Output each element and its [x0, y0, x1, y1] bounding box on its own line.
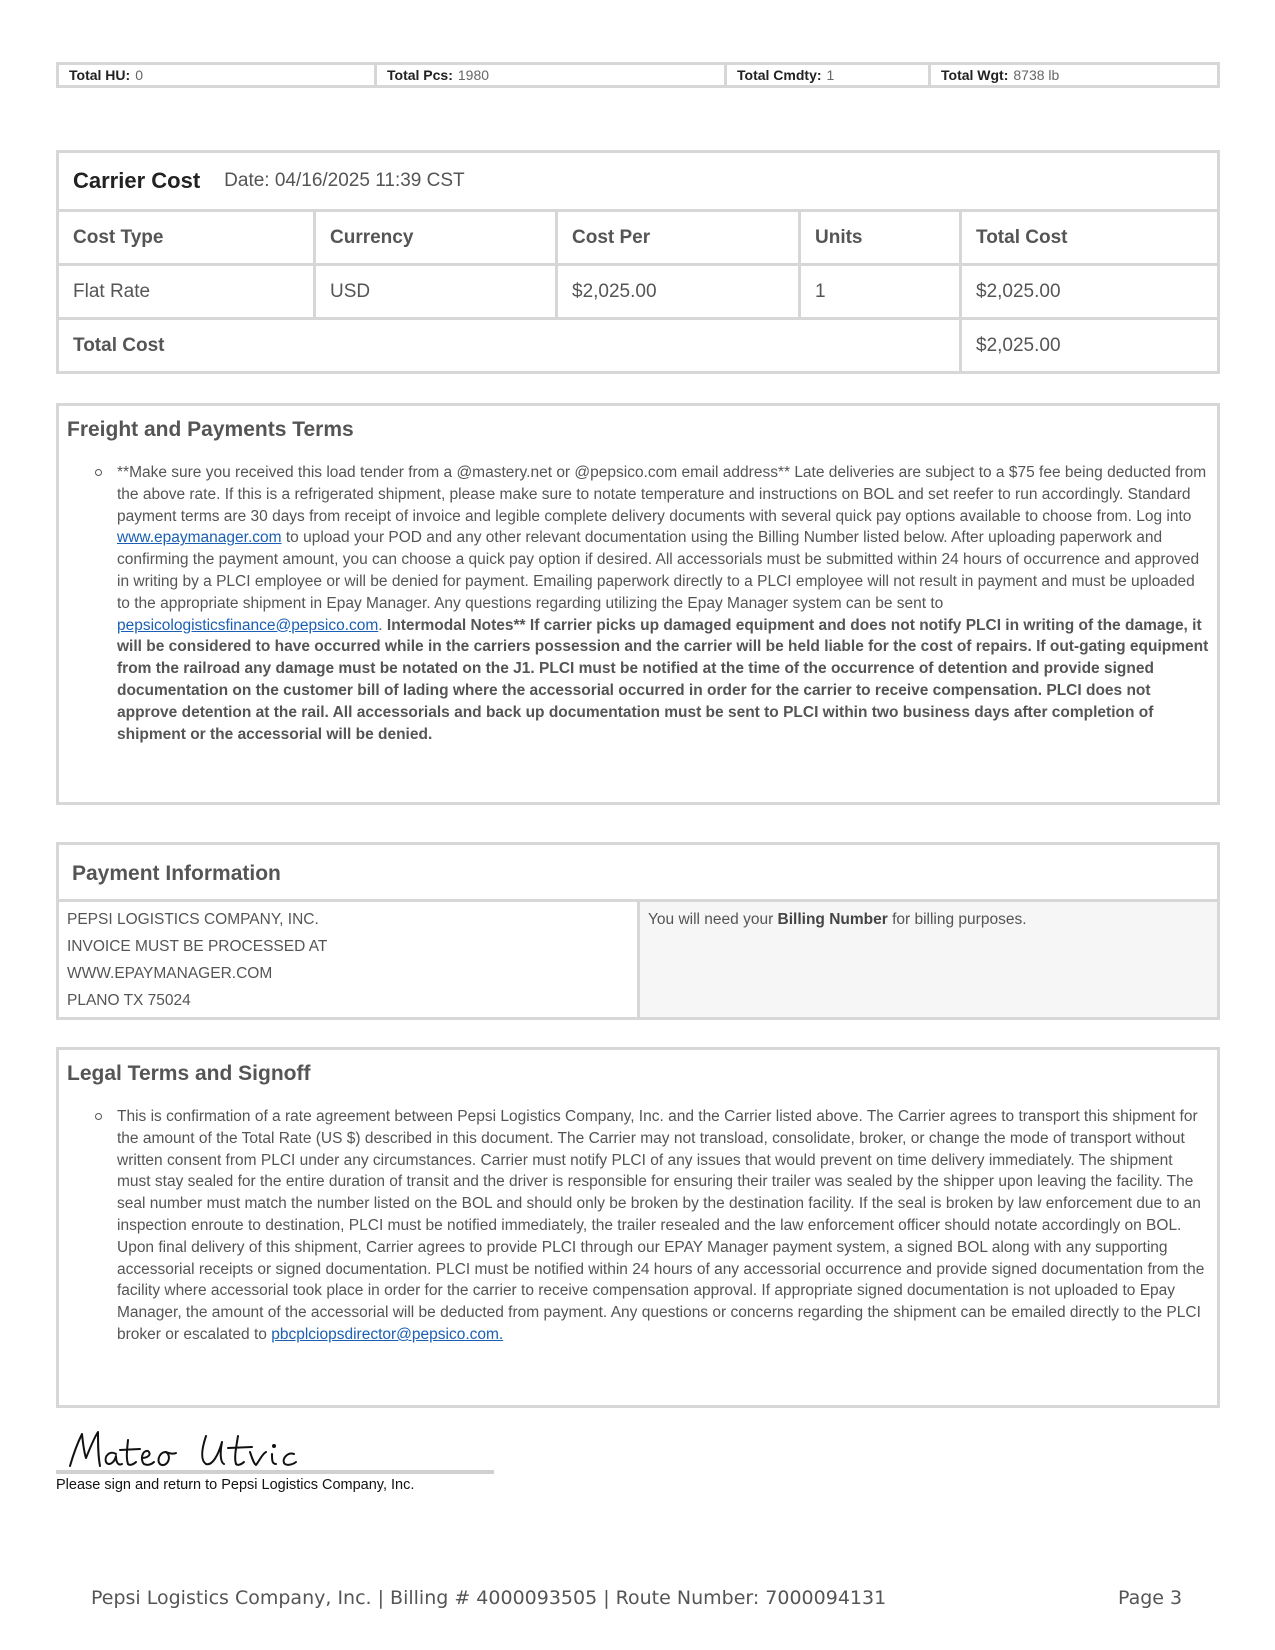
- freight-terms-list: [59, 462, 1217, 745]
- billing-note: [640, 902, 1217, 1017]
- signature-caption: Please sign and return to Pepsi Logistics Company, Inc.: [56, 1477, 415, 1493]
- freight-terms-item: [117, 462, 1217, 745]
- carrier-cost-title: Carrier Cost: [73, 168, 201, 193]
- cell-units: 1: [801, 266, 962, 317]
- ops-director-email-link[interactable]: pbcplciopsdirector@pepsico.com.: [271, 1325, 504, 1343]
- carrier-cost-table: [56, 150, 1220, 374]
- total-cost-label: Total Cost: [59, 320, 962, 371]
- freight-terms-section: [56, 403, 1220, 805]
- legal-terms-text: This is confirmation of a rate agreement between Pepsi Logistics Company, Inc. and the Carrier listed above. The Carrier agrees to transport this shipment for the amount of the Total Rate (US $) described in this document. The Carrier may not transload, consolidate, broker, or change the mode of transport without written consent from PLCI under any circumstances. Carrier must notify PLCI of any issues that would prevent on time delivery immediately. The shipment must stay sealed for the entire duration of transit and the driver is responsible for ensuring their trailer was sealed by the shipper upon leaving the facility. The seal number must match the number listed on the BOL and should only be broken by the destination facility. If the seal is broken by law enforcement due to an inspection enroute to destination, PLCI must be notified immediately, the trailer resealed and the law enforcement officer should notate accordingly on BOL. Upon final delivery of this shipment, Carrier agrees to provide PLCI through our EPAY Manager payment system, a signed BOL along with any supporting accessorial receipts or signed documentation. PLCI must be notified within 24 hours of any accessorial occurrence and provide signed documentation from the facility where accessorial took place in order for the carrier to receive compensation approval. If appropriate signed documentation is not uploaded to Epay Manager, the amount of the accessorial will be deducted from payment. Any questions or concerns regarding the shipment can be emailed directly to the PLCI broker or escalated to: [117, 1108, 1205, 1343]
- col-header-total-cost: Total Cost: [976, 226, 1068, 248]
- payment-info-title: Payment Information: [59, 845, 1217, 902]
- address-line: WWW.EPAYMANAGER.COM: [67, 965, 273, 982]
- payment-info-section: [56, 842, 1220, 1020]
- total-cmdty: [727, 65, 931, 85]
- billing-note-pre: You will need your: [648, 911, 778, 928]
- address-line: PEPSI LOGISTICS COMPANY, INC.: [67, 911, 319, 928]
- col-header-units: Units: [801, 212, 962, 263]
- legal-terms-section: [56, 1047, 1220, 1408]
- table-row: [59, 266, 1217, 320]
- total-cmdty-label: Total Cmdty:: [737, 67, 822, 83]
- intermodal-notes: Intermodal Notes** If carrier picks up damaged equipment and does not notify PLCI in writing of the damage, it will be considered to have occurred while in the carriers possession and the carrier will be held liable for the cost of repairs. If out-gating equipment from the railroad any damage must be notated on the J1. PLCI must be notified at the time of the occurrence of detention and provide signed documentation on the customer bill of lading where the accessorial occurred in order for the carrier to receive compensation. PLCI does not approve detention at the rail. All accessorials and back up documentation must be sent to PLCI within two business days after completion of shipment or the accessorial will be denied.: [117, 616, 1209, 743]
- billing-number-label: Billing Number: [777, 911, 888, 928]
- col-header-cost-type: Cost Type: [59, 212, 316, 263]
- epaymanager-link[interactable]: www.epaymanager.com: [117, 529, 282, 547]
- total-hu: [59, 65, 377, 85]
- carrier-cost-header: [59, 153, 1217, 212]
- cell-cost-type: Flat Rate: [59, 266, 316, 317]
- total-pcs: [377, 65, 727, 85]
- billing-note-post: for billing purposes.: [887, 911, 1027, 928]
- total-wgt-value: 8738 lb: [1013, 67, 1060, 83]
- legal-terms-list: [59, 1106, 1217, 1346]
- signature-line: [56, 1470, 494, 1474]
- page-footer: Pepsi Logistics Company, Inc. | Billing # 4000093505 | Route Number: 7000094131: [91, 1587, 887, 1609]
- freight-terms-text-3: .: [378, 616, 387, 634]
- freight-terms-text-1: **Make sure you received this load tender from a @mastery.net or @pepsico.com email address** Late deliveries are subject to a $75 fee being deducted from the above rate. If this is a refrigerated shipment, please make sure to notate temperature and instructions on BOL and set reefer to run accordingly. Standard payment terms are 30 days from receipt of invoice and legible complete delivery documents with several quick pay options available to choose from. Log into: [117, 464, 1207, 525]
- carrier-cost-date: Date: 04/16/2025 11:39 CST: [224, 170, 465, 191]
- col-header-currency: Currency: [316, 212, 558, 263]
- total-cmdty-value: 1: [826, 67, 835, 83]
- total-row: [59, 320, 1217, 371]
- signature-image: [56, 1422, 494, 1474]
- page-number: Page 3: [1118, 1587, 1183, 1609]
- total-wgt-label: Total Wgt:: [941, 67, 1009, 83]
- payment-address: [59, 902, 640, 1017]
- col-header-cost-per: Cost Per: [558, 212, 801, 263]
- total-hu-label: Total HU:: [69, 67, 131, 83]
- cost-column-headers: [59, 212, 1217, 266]
- cell-total-cost: $2,025.00: [976, 280, 1061, 302]
- total-hu-value: 0: [135, 67, 143, 83]
- cell-cost-per: $2,025.00: [558, 266, 801, 317]
- legal-terms-item: [117, 1106, 1217, 1346]
- totals-bar: [56, 62, 1220, 88]
- finance-email-link[interactable]: pepsicologisticsfinance@pepsico.com: [117, 616, 379, 634]
- total-cost-value: $2,025.00: [976, 334, 1061, 356]
- total-pcs-label: Total Pcs:: [387, 67, 453, 83]
- freight-terms-title: Freight and Payments Terms: [67, 418, 354, 441]
- address-line: INVOICE MUST BE PROCESSED AT: [67, 938, 328, 955]
- address-line: PLANO TX 75024: [67, 992, 191, 1009]
- total-pcs-value: 1980: [457, 67, 490, 83]
- legal-terms-title: Legal Terms and Signoff: [67, 1062, 311, 1085]
- total-wgt: [931, 65, 1217, 85]
- cell-currency: USD: [316, 266, 558, 317]
- payment-info-body: [59, 902, 1217, 1017]
- freight-terms-text-2: to upload your POD and any other relevant documentation using the Billing Number listed below. After uploading paperwork and confirming the payment amount, you can choose a quick pay option if desired. All accessorials must be submitted within 24 hours of occurrence and approved in writing by a PLCI employee or will be denied for payment. Emailing paperwork directly to a PLCI employee will not result in payment and must be uploaded to the appropriate shipment in Epay Manager. Any questions regarding utilizing the Epay Manager system can be sent to: [117, 529, 1200, 612]
